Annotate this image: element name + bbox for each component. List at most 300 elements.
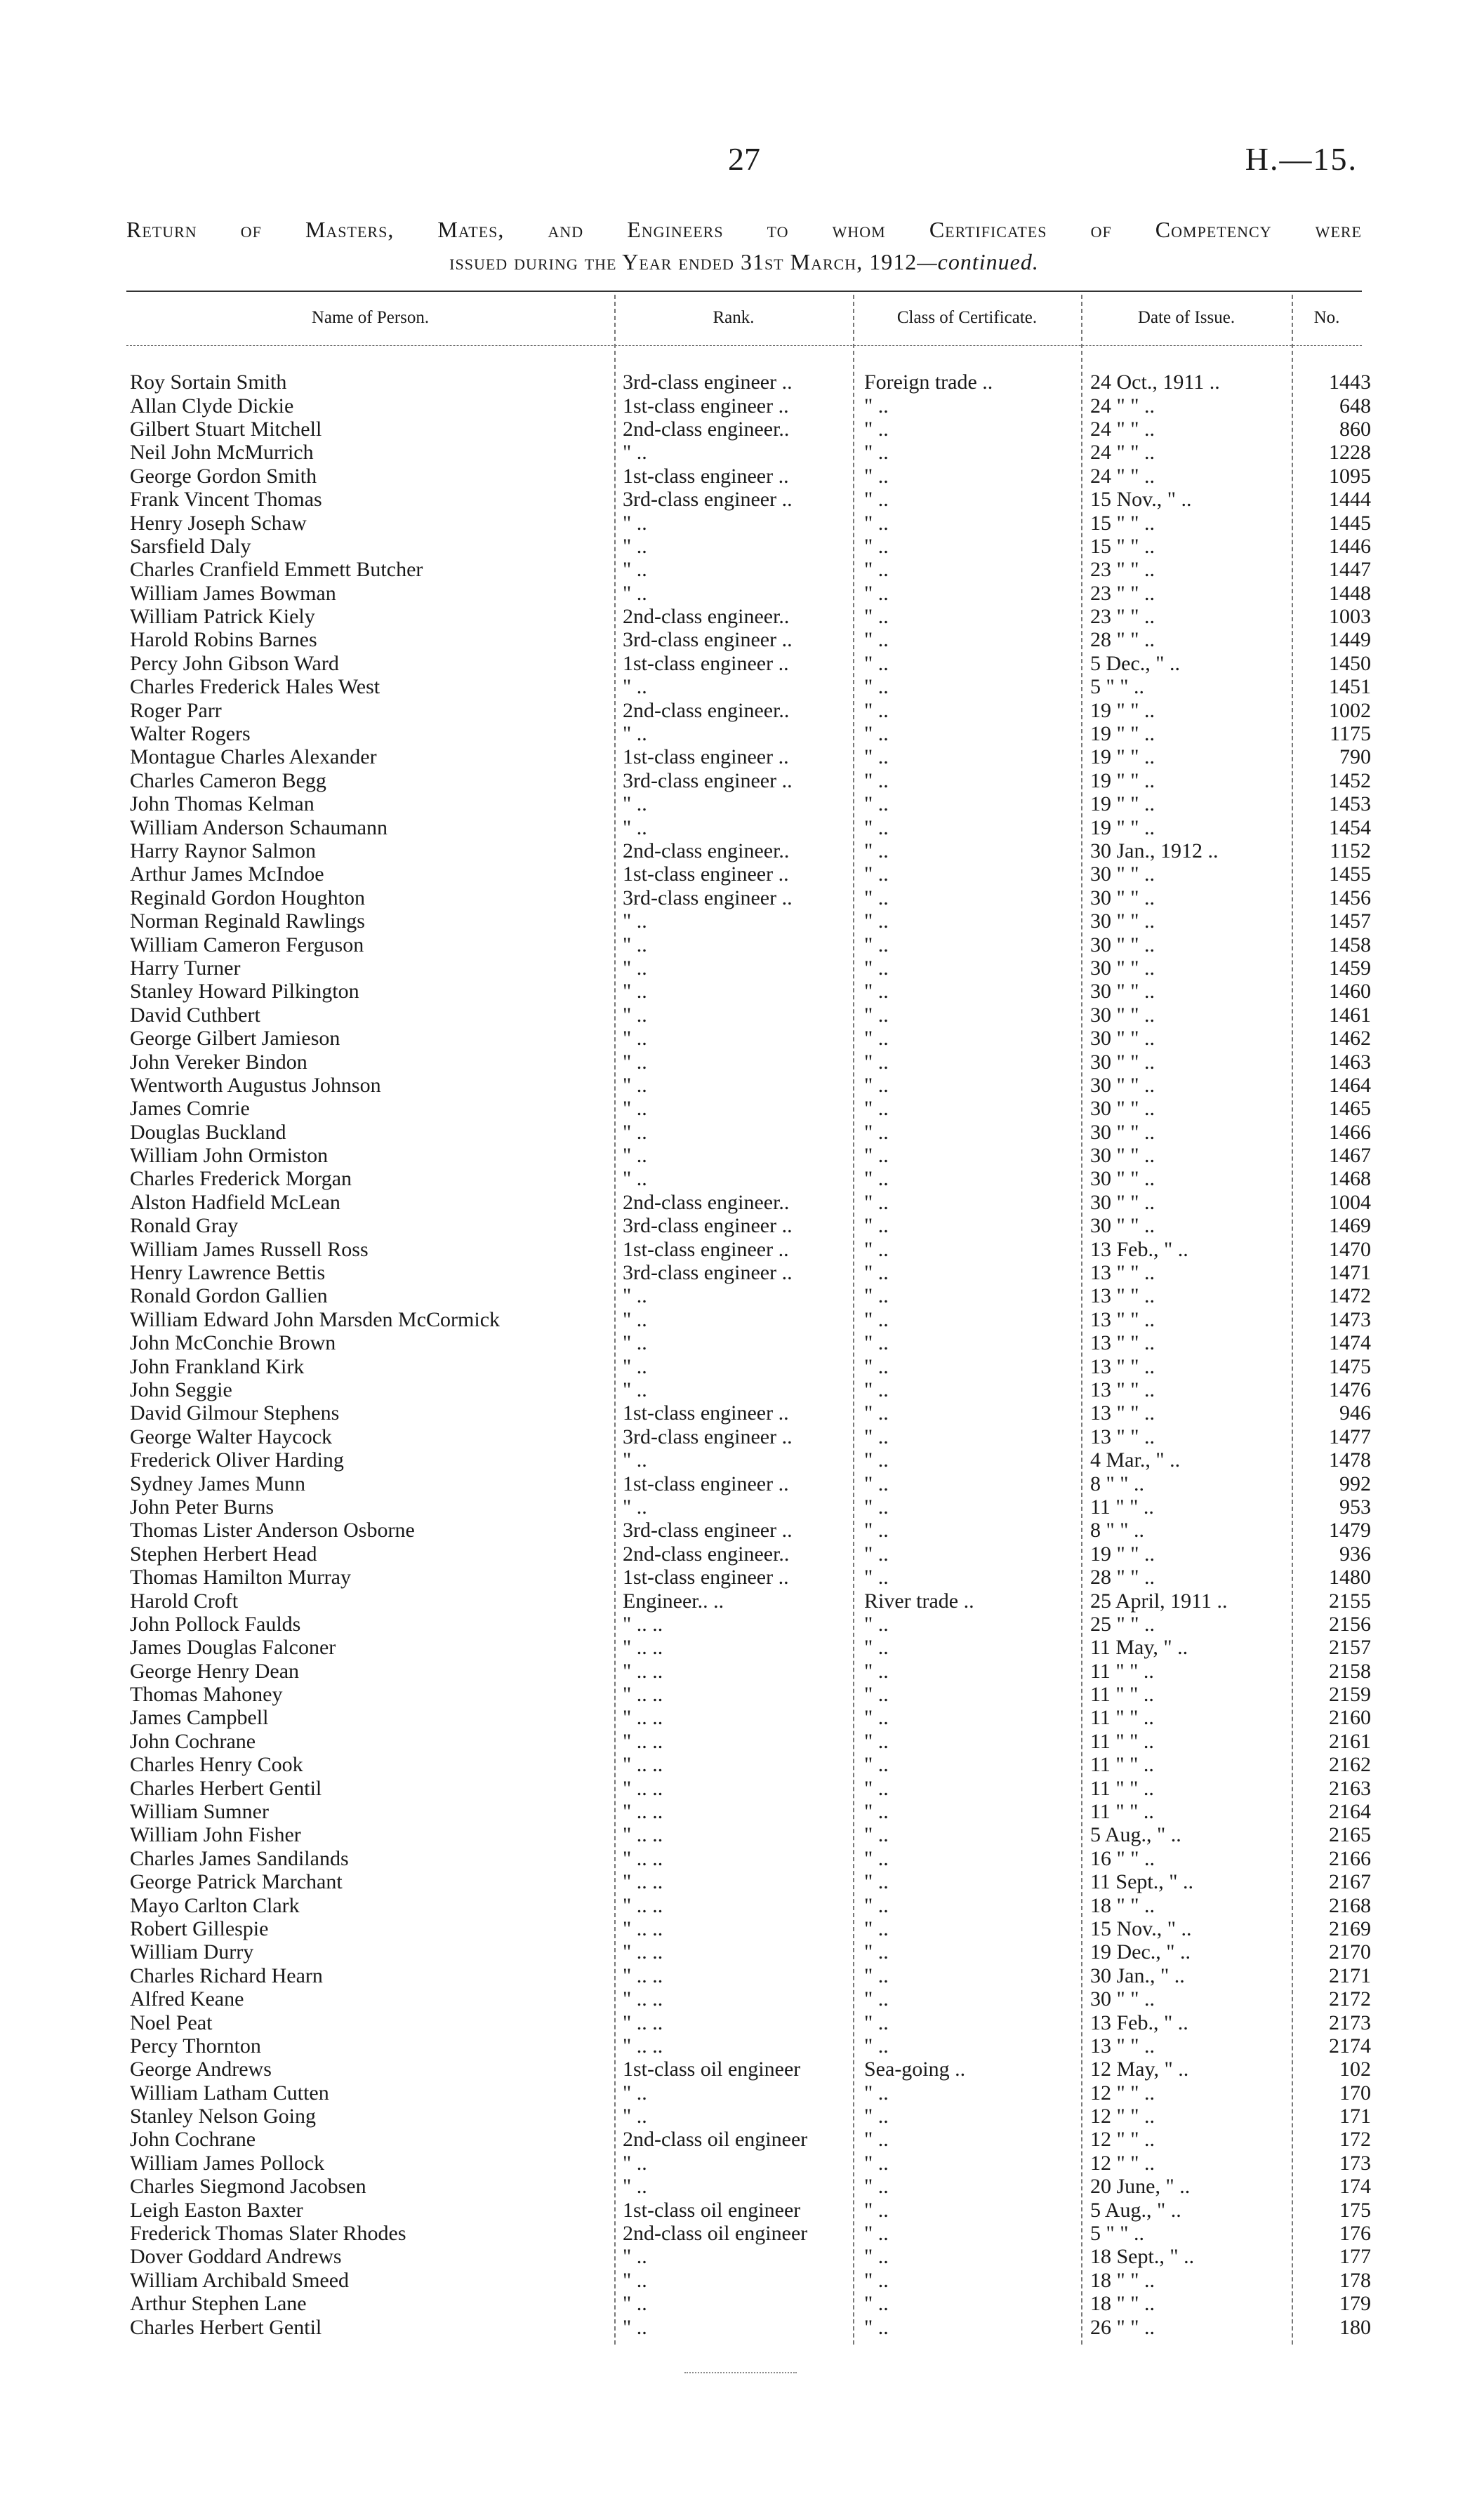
- certificate-class-cell: " ..: [864, 464, 889, 488]
- certificate-number-cell: 172: [1339, 2128, 1371, 2152]
- certificate-class-cell: " ..: [864, 2011, 889, 2034]
- rank-cell: " ..: [623, 1307, 647, 1331]
- rank-cell: " ..: [623, 722, 647, 746]
- table-row: [126, 980, 1377, 1003]
- rank-cell: 1st-class engineer ..: [623, 464, 789, 488]
- person-name: Frank Vincent Thomas: [130, 488, 322, 512]
- certificate-number-cell: 1446: [1329, 534, 1371, 558]
- table-row: [126, 1917, 1377, 1940]
- certificate-class-cell: " ..: [864, 2105, 889, 2128]
- certificate-number-cell: 1449: [1329, 628, 1371, 652]
- certificate-number-cell: 170: [1339, 2081, 1371, 2105]
- certificate-number-cell: 1472: [1329, 1284, 1371, 1308]
- rank-cell: " ..: [623, 2081, 647, 2105]
- rank-cell: 2nd-class engineer..: [623, 1190, 790, 1214]
- certificate-class-cell: " ..: [864, 1753, 889, 1777]
- certificate-number-cell: 936: [1339, 1542, 1371, 1566]
- certificate-class-cell: " ..: [864, 651, 889, 675]
- date-of-issue-cell: 5 Dec., " ..: [1090, 651, 1181, 675]
- person-name: Sydney James Munn: [130, 1472, 305, 1495]
- certificate-class-cell: " ..: [864, 1401, 889, 1425]
- certificate-number-cell: 177: [1339, 2245, 1371, 2269]
- date-of-issue-cell: 5 " " ..: [1090, 2222, 1144, 2246]
- certificate-number-cell: 2155: [1329, 1589, 1371, 1613]
- certificate-class-cell: River trade ..: [864, 1589, 974, 1613]
- certificate-number-cell: 2171: [1329, 1964, 1371, 1987]
- certificate-number-cell: 1457: [1329, 909, 1371, 933]
- certificate-class-cell: " ..: [864, 488, 889, 512]
- table-row: [126, 1800, 1377, 1823]
- table-row: [126, 1027, 1377, 1050]
- person-name: Stephen Herbert Head: [130, 1542, 317, 1566]
- certificate-class-cell: " ..: [864, 2198, 889, 2222]
- rank-cell: " ..: [623, 1120, 647, 1144]
- rank-cell: " ..: [623, 2245, 647, 2269]
- date-of-issue-cell: 30 " " ..: [1090, 1027, 1155, 1051]
- date-of-issue-cell: 25 " " ..: [1090, 1612, 1155, 1636]
- date-of-issue-cell: 23 " " ..: [1090, 605, 1155, 629]
- table-row: [126, 2034, 1377, 2058]
- date-of-issue-cell: 18 " " ..: [1090, 2292, 1155, 2316]
- certificate-number-cell: 2156: [1329, 1612, 1371, 1636]
- page-number: 27: [728, 141, 760, 177]
- date-of-issue-cell: 18 " " ..: [1090, 1893, 1155, 1917]
- certificate-number-cell: 1454: [1329, 815, 1371, 839]
- table-row: [126, 2128, 1377, 2151]
- date-of-issue-cell: 30 " " ..: [1090, 1003, 1155, 1027]
- rank-cell: " ..: [623, 441, 647, 465]
- rank-cell: " .. ..: [623, 1753, 663, 1777]
- certificate-number-cell: 1444: [1329, 488, 1371, 512]
- footer-rule: [684, 2372, 797, 2373]
- certificate-class-cell: " ..: [864, 1237, 889, 1261]
- date-of-issue-cell: 28 " " ..: [1090, 628, 1155, 652]
- table-row: [126, 698, 1377, 721]
- certificate-class-cell: " ..: [864, 933, 889, 956]
- rank-cell: " .. ..: [623, 1659, 663, 1683]
- rank-cell: " ..: [623, 581, 647, 605]
- certificate-class-cell: " ..: [864, 2292, 889, 2316]
- table-row: [126, 1987, 1377, 2011]
- person-name: William Patrick Kiely: [130, 605, 315, 629]
- person-name: William John Fisher: [130, 1823, 301, 1847]
- person-name: Roger Parr: [130, 698, 222, 722]
- rank-cell: " .. ..: [623, 1636, 663, 1660]
- certificate-class-cell: " ..: [864, 1190, 889, 1214]
- certificate-class-cell: " ..: [864, 2081, 889, 2105]
- person-name: Mayo Carlton Clark: [130, 1893, 300, 1917]
- table-row: [126, 2315, 1377, 2338]
- certificate-class-cell: " ..: [864, 1940, 889, 1964]
- certificate-number-cell: 178: [1339, 2268, 1371, 2292]
- person-name: William Cameron Ferguson: [130, 933, 364, 956]
- certificate-number-cell: 953: [1339, 1495, 1371, 1519]
- table-row: [126, 839, 1377, 862]
- date-of-issue-cell: 11 " " ..: [1090, 1776, 1154, 1800]
- date-of-issue-cell: 30 " " ..: [1090, 886, 1155, 909]
- rank-cell: 2nd-class engineer..: [623, 698, 790, 722]
- certificate-class-cell: " ..: [864, 1823, 889, 1847]
- certificate-class-cell: " ..: [864, 1706, 889, 1730]
- date-of-issue-cell: 8 " " ..: [1090, 1472, 1144, 1495]
- table-row: [126, 1893, 1377, 1916]
- person-name: Charles Frederick Morgan: [130, 1167, 352, 1191]
- header-top-rule: [126, 291, 1362, 292]
- certificate-class-cell: " ..: [864, 745, 889, 769]
- rank-cell: 3rd-class engineer ..: [623, 1261, 793, 1285]
- certificate-number-cell: 2174: [1329, 2034, 1371, 2058]
- certificate-class-cell: " ..: [864, 1683, 889, 1707]
- table-row: [126, 1050, 1377, 1073]
- certificate-number-cell: 2170: [1329, 1940, 1371, 1964]
- person-name: John Thomas Kelman: [130, 792, 314, 816]
- certificate-class-cell: " ..: [864, 1776, 889, 1800]
- rank-cell: " .. ..: [623, 2034, 663, 2058]
- certificate-number-cell: 1471: [1329, 1261, 1371, 1285]
- certificate-class-cell: " ..: [864, 628, 889, 652]
- rank-cell: " ..: [623, 1378, 647, 1401]
- date-of-issue-cell: 11 " " ..: [1090, 1683, 1154, 1707]
- certificate-number-cell: 2160: [1329, 1706, 1371, 1730]
- certificate-number-cell: 946: [1339, 1401, 1371, 1425]
- rank-cell: " ..: [623, 1073, 647, 1097]
- certificate-class-cell: " ..: [864, 792, 889, 816]
- date-of-issue-cell: 12 " " ..: [1090, 2151, 1155, 2175]
- date-of-issue-cell: 30 " " ..: [1090, 1987, 1155, 2011]
- person-name: William Edward John Marsden McCormick: [130, 1307, 501, 1331]
- certificate-class-cell: " ..: [864, 1284, 889, 1308]
- date-of-issue-cell: 30 " " ..: [1090, 1050, 1155, 1074]
- date-of-issue-cell: 11 May, " ..: [1090, 1636, 1188, 1660]
- table-row: [126, 582, 1377, 605]
- person-name: George Henry Dean: [130, 1659, 300, 1683]
- person-name: George Gilbert Jamieson: [130, 1027, 340, 1051]
- person-name: Ronald Gordon Gallien: [130, 1284, 328, 1308]
- certificate-class-cell: " ..: [864, 1542, 889, 1566]
- table-row: [126, 1401, 1377, 1425]
- certificate-number-cell: 1480: [1329, 1566, 1371, 1589]
- certificate-number-cell: 1465: [1329, 1097, 1371, 1121]
- certificate-number-cell: 1447: [1329, 558, 1371, 582]
- table-row: [126, 1636, 1377, 1659]
- rank-cell: " ..: [623, 2105, 647, 2128]
- person-name: Walter Rogers: [130, 722, 251, 746]
- rank-cell: 3rd-class engineer ..: [623, 768, 793, 792]
- rank-cell: " .. ..: [623, 1870, 663, 1894]
- person-name: James Douglas Falconer: [130, 1636, 336, 1660]
- table-row: [126, 1730, 1377, 1753]
- date-of-issue-cell: 24 " " ..: [1090, 394, 1155, 418]
- person-name: George Patrick Marchant: [130, 1870, 343, 1894]
- date-of-issue-cell: 19 " " ..: [1090, 698, 1155, 722]
- person-name: Roy Sortain Smith: [130, 371, 287, 394]
- table-row: [126, 1964, 1377, 1987]
- table-row: [126, 1659, 1377, 1682]
- date-of-issue-cell: 25 April, 1911 ..: [1090, 1589, 1228, 1613]
- date-of-issue-cell: 24 " " ..: [1090, 441, 1155, 465]
- certificate-number-cell: 2172: [1329, 1987, 1371, 2011]
- certificate-class-cell: " ..: [864, 1097, 889, 1121]
- rank-cell: 1st-class engineer ..: [623, 1566, 789, 1589]
- certificate-number-cell: 1461: [1329, 1003, 1371, 1027]
- certificate-class-cell: " ..: [864, 698, 889, 722]
- table-row: [126, 675, 1377, 698]
- certificates-table: [126, 371, 1377, 2339]
- rank-cell: 3rd-class engineer ..: [623, 488, 793, 512]
- date-of-issue-cell: 4 Mar., " ..: [1090, 1448, 1181, 1472]
- table-row: [126, 2058, 1377, 2081]
- certificate-class-cell: " ..: [864, 2128, 889, 2152]
- table-row: [126, 535, 1377, 558]
- return-title: [126, 213, 1362, 278]
- person-name: Montague Charles Alexander: [130, 745, 377, 769]
- date-of-issue-cell: 13 " " ..: [1090, 1401, 1155, 1425]
- certificate-number-cell: 1470: [1329, 1237, 1371, 1261]
- certificate-class-cell: " ..: [864, 1472, 889, 1495]
- table-row: [126, 1776, 1377, 1799]
- certificate-number-cell: 2166: [1329, 1846, 1371, 1870]
- date-of-issue-cell: 30 " " ..: [1090, 1097, 1155, 1121]
- certificate-number-cell: 1450: [1329, 651, 1371, 675]
- certificate-class-cell: " ..: [864, 815, 889, 839]
- person-name: Charles Cranfield Emmett Butcher: [130, 558, 423, 582]
- table-row: [126, 1074, 1377, 1097]
- date-of-issue-cell: 30 Jan., 1912 ..: [1090, 839, 1219, 862]
- table-row: [126, 956, 1377, 980]
- rank-cell: " .. ..: [623, 1987, 663, 2011]
- table-row: [126, 1354, 1377, 1378]
- certificate-class-cell: " ..: [864, 417, 889, 441]
- person-name: Harold Croft: [130, 1589, 239, 1613]
- certificate-class-cell: " ..: [864, 1354, 889, 1378]
- person-name: Charles Siegmond Jacobsen: [130, 2175, 366, 2199]
- certificate-class-cell: " ..: [864, 1987, 889, 2011]
- person-name: John Cochrane: [130, 2128, 256, 2152]
- certificate-number-cell: 2168: [1329, 1893, 1371, 1917]
- date-of-issue-cell: 12 May, " ..: [1090, 2058, 1189, 2081]
- certificate-number-cell: 180: [1339, 2315, 1371, 2339]
- certificate-class-cell: " ..: [864, 1916, 889, 1940]
- certificate-number-cell: 1468: [1329, 1167, 1371, 1191]
- person-name: William Latham Cutten: [130, 2081, 329, 2105]
- certificate-number-cell: 1459: [1329, 956, 1371, 980]
- certificate-number-cell: 860: [1339, 417, 1371, 441]
- certificate-number-cell: 790: [1339, 745, 1371, 769]
- certificate-class-cell: " ..: [864, 1027, 889, 1051]
- person-name: Gilbert Stuart Mitchell: [130, 417, 322, 441]
- table-row: [126, 1613, 1377, 1636]
- person-name: John McConchie Brown: [130, 1331, 336, 1355]
- rank-cell: " ..: [623, 511, 647, 535]
- table-row: [126, 1519, 1377, 1542]
- person-name: William James Bowman: [130, 581, 336, 605]
- table-row: [126, 1542, 1377, 1566]
- certificate-class-cell: " ..: [864, 1612, 889, 1636]
- certificate-class-cell: " ..: [864, 2175, 889, 2199]
- table-row: [126, 933, 1377, 956]
- date-of-issue-cell: 13 " " ..: [1090, 2034, 1155, 2058]
- person-name: Charles Herbert Gentil: [130, 1776, 322, 1800]
- date-of-issue-cell: 13 " " ..: [1090, 1378, 1155, 1401]
- certificate-number-cell: 1467: [1329, 1144, 1371, 1168]
- certificate-class-cell: " ..: [864, 1448, 889, 1472]
- certificate-number-cell: 2167: [1329, 1870, 1371, 1894]
- person-name: Allan Clyde Dickie: [130, 394, 294, 418]
- rank-cell: " ..: [623, 2315, 647, 2339]
- date-of-issue-cell: 30 " " ..: [1090, 956, 1155, 980]
- person-name: Charles Herbert Gentil: [130, 2315, 322, 2339]
- certificate-class-cell: " ..: [864, 2315, 889, 2339]
- certificate-number-cell: 1448: [1329, 581, 1371, 605]
- table-row: [126, 1167, 1377, 1190]
- rank-cell: 2nd-class engineer..: [623, 417, 790, 441]
- date-of-issue-cell: 19 " " ..: [1090, 722, 1155, 746]
- date-of-issue-cell: 15 " " ..: [1090, 511, 1155, 535]
- rank-cell: 2nd-class oil engineer: [623, 2128, 808, 2152]
- person-name: James Comrie: [130, 1097, 250, 1121]
- date-of-issue-cell: 13 " " ..: [1090, 1307, 1155, 1331]
- certificate-number-cell: 1469: [1329, 1214, 1371, 1238]
- certificate-class-cell: " ..: [864, 722, 889, 746]
- rank-cell: 3rd-class engineer ..: [623, 1519, 793, 1542]
- date-of-issue-cell: 30 " " ..: [1090, 980, 1155, 1004]
- certificate-number-cell: 1445: [1329, 511, 1371, 535]
- table-row: [126, 1144, 1377, 1167]
- certificate-number-cell: 179: [1339, 2292, 1371, 2316]
- date-of-issue-cell: 16 " " ..: [1090, 1846, 1155, 1870]
- person-name: Thomas Mahoney: [130, 1683, 283, 1707]
- certificate-class-cell: " ..: [864, 1893, 889, 1917]
- column-header-name: Name of Person.: [311, 308, 430, 327]
- document-reference: H.—15.: [1245, 141, 1358, 177]
- rank-cell: " ..: [623, 1495, 647, 1519]
- certificate-class-cell: " ..: [864, 1425, 889, 1448]
- certificate-number-cell: 2159: [1329, 1683, 1371, 1707]
- table-row: [126, 1847, 1377, 1870]
- date-of-issue-cell: 8 " " ..: [1090, 1519, 1144, 1542]
- date-of-issue-cell: 19 " " ..: [1090, 768, 1155, 792]
- rank-cell: " .. ..: [623, 1729, 663, 1753]
- certificate-number-cell: 1175: [1330, 722, 1371, 746]
- rank-cell: " ..: [623, 2175, 647, 2199]
- rank-cell: 2nd-class engineer..: [623, 839, 790, 862]
- rank-cell: " ..: [623, 2268, 647, 2292]
- date-of-issue-cell: 28 " " ..: [1090, 1566, 1155, 1589]
- table-row: [126, 2011, 1377, 2034]
- certificate-class-cell: " ..: [864, 581, 889, 605]
- certificate-class-cell: " ..: [864, 1307, 889, 1331]
- person-name: John Peter Burns: [130, 1495, 274, 1519]
- table-row: [126, 1870, 1377, 1893]
- certificate-class-cell: " ..: [864, 2034, 889, 2058]
- person-name: William John Ormiston: [130, 1144, 329, 1168]
- certificate-number-cell: 175: [1339, 2198, 1371, 2222]
- table-row: [126, 2245, 1377, 2268]
- title-line-2: [126, 246, 1362, 278]
- certificate-number-cell: 2162: [1329, 1753, 1371, 1777]
- date-of-issue-cell: 11 " " ..: [1090, 1495, 1154, 1519]
- certificate-class-cell: " ..: [864, 1120, 889, 1144]
- certificate-number-cell: 173: [1339, 2151, 1371, 2175]
- person-name: Alfred Keane: [130, 1987, 244, 2011]
- table-row: [126, 2081, 1377, 2105]
- table-row: [126, 745, 1377, 768]
- table-row: [126, 815, 1377, 839]
- certificate-class-cell: " ..: [864, 394, 889, 418]
- rank-cell: " ..: [623, 1284, 647, 1308]
- table-row: [126, 1308, 1377, 1331]
- certificate-number-cell: 102: [1339, 2058, 1371, 2081]
- rank-cell: " .. ..: [623, 1916, 663, 1940]
- table-row: [126, 1097, 1377, 1120]
- rank-cell: " .. ..: [623, 1823, 663, 1847]
- person-name: Harold Robins Barnes: [130, 628, 317, 652]
- certificate-number-cell: 2165: [1329, 1823, 1371, 1847]
- rank-cell: " .. ..: [623, 1964, 663, 1987]
- table-row: [126, 2175, 1377, 2198]
- table-row: [126, 1261, 1377, 1284]
- date-of-issue-cell: 11 Sept., " ..: [1090, 1870, 1193, 1894]
- person-name: Reginald Gordon Houghton: [130, 886, 365, 909]
- table-row: [126, 792, 1377, 815]
- date-of-issue-cell: 19 " " ..: [1090, 815, 1155, 839]
- certificate-number-cell: 1458: [1329, 933, 1371, 956]
- person-name: Frederick Oliver Harding: [130, 1448, 344, 1472]
- column-header-date: Date of Issue.: [1137, 308, 1235, 327]
- certificate-number-cell: 1004: [1329, 1190, 1371, 1214]
- date-of-issue-cell: 13 Feb., " ..: [1090, 2011, 1188, 2034]
- person-name: Harry Raynor Salmon: [130, 839, 316, 862]
- certificate-class-cell: " ..: [864, 1519, 889, 1542]
- certificate-class-cell: " ..: [864, 1729, 889, 1753]
- person-name: Thomas Lister Anderson Osborne: [130, 1519, 415, 1542]
- title-line-1: Return of Masters, Mates, and Engineers to whom Certificates of Competency were: [126, 217, 1362, 242]
- person-name: Arthur James McIndoe: [130, 862, 324, 886]
- rank-cell: " ..: [623, 2151, 647, 2175]
- person-name: Percy John Gibson Ward: [130, 651, 339, 675]
- rank-cell: 3rd-class engineer ..: [623, 886, 793, 909]
- date-of-issue-cell: 30 " " ..: [1090, 933, 1155, 956]
- table-row: [126, 418, 1377, 441]
- person-name: Wentworth Augustus Johnson: [130, 1073, 381, 1097]
- rank-cell: 3rd-class engineer ..: [623, 628, 793, 652]
- table-row: [126, 2292, 1377, 2315]
- date-of-issue-cell: 13 Feb., " ..: [1090, 1237, 1188, 1261]
- certificate-class-cell: " ..: [864, 1050, 889, 1074]
- rank-cell: 3rd-class engineer ..: [623, 1214, 793, 1238]
- date-of-issue-cell: 20 June, " ..: [1090, 2175, 1191, 2199]
- certificate-number-cell: 1466: [1329, 1120, 1371, 1144]
- date-of-issue-cell: 30 Jan., " ..: [1090, 1964, 1185, 1987]
- rank-cell: " ..: [623, 1003, 647, 1027]
- date-of-issue-cell: 11 " " ..: [1090, 1753, 1154, 1777]
- date-of-issue-cell: 11 " " ..: [1090, 1659, 1154, 1683]
- date-of-issue-cell: 13 " " ..: [1090, 1261, 1155, 1285]
- certificate-class-cell: " ..: [864, 2222, 889, 2246]
- rank-cell: " .. ..: [623, 1683, 663, 1707]
- table-row: [126, 1823, 1377, 1846]
- table-row: [126, 1378, 1377, 1401]
- date-of-issue-cell: 11 " " ..: [1090, 1800, 1154, 1824]
- person-name: James Campbell: [130, 1706, 269, 1730]
- certificate-class-cell: " ..: [864, 2268, 889, 2292]
- rank-cell: " .. ..: [623, 1893, 663, 1917]
- date-of-issue-cell: 24 " " ..: [1090, 464, 1155, 488]
- certificate-number-cell: 2169: [1329, 1916, 1371, 1940]
- person-name: Charles Cameron Begg: [130, 768, 326, 792]
- certificate-class-cell: " ..: [864, 886, 889, 909]
- certificate-class-cell: " ..: [864, 511, 889, 535]
